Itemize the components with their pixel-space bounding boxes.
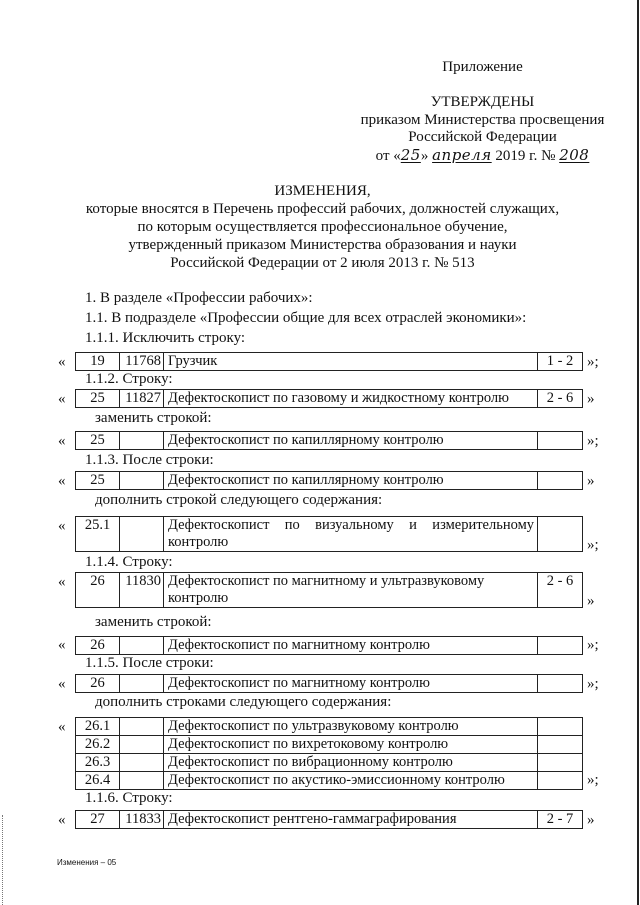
- row-table-added: [75, 516, 583, 552]
- title-line-2: по которым осуществляется профессиональное обучение,: [137, 219, 508, 235]
- quote-close: »: [587, 391, 595, 407]
- table-row: [76, 637, 583, 655]
- section-1-1-1: 1.1.1. Исключить строку:: [85, 330, 246, 346]
- cell-code: [120, 472, 164, 490]
- cell-code: [120, 718, 164, 736]
- appendix-label: Приложение: [442, 59, 523, 75]
- cell-code: 11830: [120, 573, 164, 608]
- cell-code: [120, 637, 164, 655]
- cell-name: [164, 517, 538, 552]
- cell-range: 2 - 7: [538, 811, 583, 829]
- cell-range: [538, 754, 583, 772]
- cell-range: [538, 472, 583, 490]
- cell-range: [538, 517, 583, 552]
- quote-open: «: [58, 518, 66, 534]
- cell-range: [538, 736, 583, 754]
- section-1-1-4: 1.1.4. Строку:: [85, 554, 173, 570]
- cell-num: 27: [76, 811, 120, 829]
- table-row: [76, 772, 583, 790]
- cell-range: [538, 432, 583, 450]
- order-number: 208: [559, 146, 590, 164]
- cell-name: Грузчик: [164, 353, 538, 371]
- row-table-old: [75, 389, 583, 408]
- page-edge-right: [637, 0, 639, 905]
- table-row: [76, 811, 583, 829]
- table-row: [76, 353, 583, 371]
- table-row: [76, 675, 583, 693]
- date-prefix: от «: [375, 148, 401, 164]
- quote-close: »;: [587, 537, 599, 553]
- cell-range: 2 - 6: [538, 573, 583, 608]
- page-footer: Изменения – 05: [57, 858, 117, 867]
- cell-num: 25: [76, 390, 120, 408]
- cell-code: [120, 432, 164, 450]
- quote-close: »: [587, 473, 595, 489]
- cell-num: 19: [76, 353, 120, 371]
- cell-range: [538, 675, 583, 693]
- table-row: [76, 472, 583, 490]
- cell-num: 26: [76, 573, 120, 608]
- cell-code: 11768: [120, 353, 164, 371]
- row-table-old-2: [75, 572, 583, 608]
- cell-name: Дефектоскопист по капиллярному контролю: [164, 432, 538, 450]
- replace-label-1: заменить строкой:: [95, 410, 212, 426]
- cell-name: Дефектоскопист по магнитному контролю: [164, 675, 538, 693]
- title-line-4: Российской Федерации от 2 июля 2013 г. № 513: [170, 255, 475, 271]
- cell-code: [120, 517, 164, 552]
- quote-open: «: [58, 574, 66, 590]
- cell-num: 26.3: [76, 754, 120, 772]
- date-year: 2019 г. №: [491, 148, 560, 164]
- approved-label: УТВЕРЖДЕНЫ: [430, 94, 535, 110]
- replace-label-2: заменить строкой:: [95, 614, 212, 630]
- approval-line-1: приказом Министерства просвещения: [360, 112, 605, 128]
- table-row: [76, 390, 583, 408]
- cell-name: Дефектоскопист по газовому и жидкостному контролю: [164, 390, 538, 408]
- cell-num: 26.2: [76, 736, 120, 754]
- cell-range: 2 - 6: [538, 390, 583, 408]
- table-row: [76, 432, 583, 450]
- row-table-after-2: [75, 674, 583, 693]
- cell-code: [120, 736, 164, 754]
- table-row: [76, 754, 583, 772]
- cell-name: Дефектоскопист по вибрационному контролю: [164, 754, 538, 772]
- section-1: 1. В разделе «Профессии рабочих»:: [85, 290, 313, 306]
- add-label-2: дополнить строками следующего содержания:: [95, 694, 392, 710]
- quote-open: «: [58, 473, 66, 489]
- cell-num: 26.4: [76, 772, 120, 790]
- cell-code: 11833: [120, 811, 164, 829]
- title-line-3: утвержденный приказом Министерства образования и науки: [128, 237, 517, 253]
- cell-name: Дефектоскопист по вихретоковому контролю: [164, 736, 538, 754]
- cell-range: [538, 772, 583, 790]
- cell-name: [164, 573, 538, 608]
- cell-num: 25: [76, 472, 120, 490]
- quote-close: »: [587, 593, 595, 609]
- cell-num: 26: [76, 637, 120, 655]
- section-1-1: 1.1. В подразделе «Профессии общие для всех отраслей экономики»:: [85, 310, 527, 326]
- cell-name: Дефектоскопист по магнитному контролю: [164, 637, 538, 655]
- section-1-1-6: 1.1.6. Строку:: [85, 790, 173, 806]
- cell-name: Дефектоскопист по акустико-эмиссионному контролю: [164, 772, 538, 790]
- cell-code: [120, 754, 164, 772]
- date-month: апреля: [432, 146, 492, 164]
- document-heading: ИЗМЕНЕНИЯ,: [274, 183, 371, 199]
- table-row: [76, 718, 583, 736]
- quote-open: «: [58, 812, 66, 828]
- quote-open: «: [58, 354, 66, 370]
- cell-num: 25.1: [76, 517, 120, 552]
- cell-range: 1 - 2: [538, 353, 583, 371]
- cell-name: Дефектоскопист по капиллярному контролю: [164, 472, 538, 490]
- cell-range: [538, 637, 583, 655]
- quote-open: «: [58, 637, 66, 653]
- date-day: 25: [400, 146, 421, 164]
- row-table-added-2: [75, 717, 583, 790]
- row-table-new: [75, 431, 583, 450]
- quote-close: »;: [587, 772, 599, 788]
- cell-code: [120, 772, 164, 790]
- quote-open: «: [58, 676, 66, 692]
- cell-name-line-2: контролю: [168, 590, 229, 606]
- cell-code: [120, 675, 164, 693]
- row-table-old-3: [75, 810, 583, 829]
- row-table-exclude: [75, 352, 583, 371]
- quote-close: »: [587, 812, 595, 828]
- date-mid: »: [420, 148, 433, 164]
- section-1-1-5: 1.1.5. После строки:: [85, 655, 214, 671]
- quote-open: «: [58, 391, 66, 407]
- table-row: [76, 736, 583, 754]
- page-edge-left: [2, 815, 4, 905]
- cell-name-line-2: контролю: [168, 534, 229, 550]
- cell-range: [538, 718, 583, 736]
- quote-open: «: [58, 433, 66, 449]
- cell-num: 26.1: [76, 718, 120, 736]
- add-label-1: дополнить строкой следующего содержания:: [95, 492, 383, 508]
- approval-date: [330, 146, 635, 165]
- cell-name: Дефектоскопист по ультразвуковому контролю: [164, 718, 538, 736]
- cell-num: 25: [76, 432, 120, 450]
- cell-name-line-1: Дефектоскопист по магнитному и ультразвуковому: [168, 573, 485, 589]
- table-row: [76, 573, 583, 608]
- cell-name: Дефектоскопист рентгено-гаммаграфирования: [164, 811, 538, 829]
- row-table-new-2: [75, 636, 583, 655]
- quote-close: »;: [587, 354, 599, 370]
- quote-close: »;: [587, 637, 599, 653]
- quote-close: »;: [587, 433, 599, 449]
- cell-num: 26: [76, 675, 120, 693]
- quote-open: «: [58, 719, 66, 735]
- title-line-1: которые вносятся в Перечень профессий рабочих, должностей служащих,: [85, 201, 560, 217]
- row-table-after: [75, 471, 583, 490]
- approval-line-2: Российской Федерации: [408, 129, 557, 145]
- cell-name-line-1: Дефектоскопист по визуальному и измерительному: [168, 517, 534, 533]
- quote-close: »;: [587, 676, 599, 692]
- cell-code: 11827: [120, 390, 164, 408]
- section-1-1-3: 1.1.3. После строки:: [85, 452, 214, 468]
- table-row: [76, 517, 583, 552]
- section-1-1-2: 1.1.2. Строку:: [85, 371, 173, 387]
